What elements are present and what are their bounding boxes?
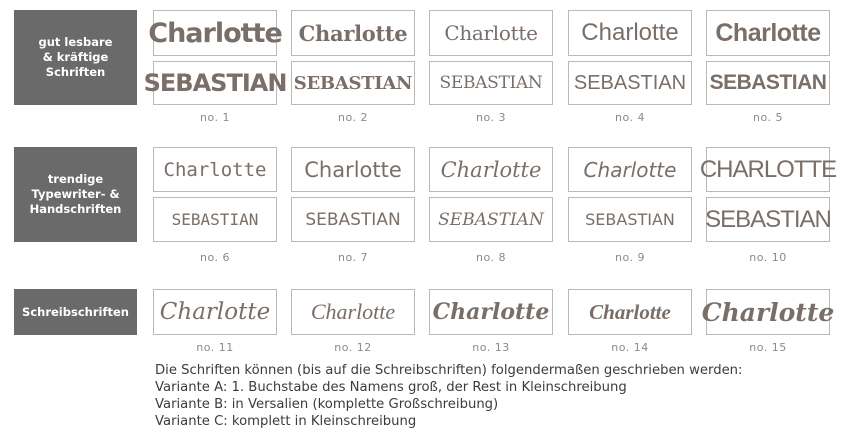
font-sample-lower-10: SEBASTIAN	[706, 197, 830, 242]
font-sample-upper-9: Charlotte	[568, 147, 692, 192]
category-line: gut lesbare	[38, 35, 113, 49]
description-line: Variante C: komplett in Kleinschreibung	[155, 414, 417, 429]
font-sample-upper-12: Charlotte	[291, 289, 415, 335]
font-number-13: no. 13	[472, 341, 510, 354]
category-line: trendige	[47, 172, 104, 186]
font-sample-lower-4: SEBASTIAN	[568, 61, 692, 105]
font-number-8: no. 8	[476, 251, 506, 264]
description-line: Die Schriften können (bis auf die Schreibschriften) folgendermaßen geschrieben werden:	[155, 363, 743, 378]
font-sample-lower-7: SEBASTIAN	[291, 197, 415, 242]
font-sample-upper-15: Charlotte	[706, 289, 830, 335]
category-line: & kräftige	[42, 50, 109, 64]
font-number-9: no. 9	[615, 251, 645, 264]
font-sample-lower-1: SEBASTIAN	[153, 61, 277, 105]
font-number-4: no. 4	[615, 111, 645, 124]
font-sample-upper-10: CHARLOTTE	[706, 147, 830, 192]
font-sample-upper-8: Charlotte	[429, 147, 553, 192]
font-sample-upper-6: Charlotte	[153, 147, 277, 192]
font-sample-upper-3: Charlotte	[429, 10, 553, 56]
description-line: Variante B: in Versalien (komplette Großschreibung)	[155, 397, 499, 412]
category-line: Handschriften	[29, 202, 122, 216]
font-sample-lower-5: SEBASTIAN	[706, 61, 830, 105]
font-sample-upper-13: Charlotte	[429, 289, 553, 335]
font-sample-upper-7: Charlotte	[291, 147, 415, 192]
font-sample-upper-1: Charlotte	[153, 10, 277, 56]
category-line: Schreibschriften	[22, 304, 129, 319]
font-number-10: no. 10	[749, 251, 787, 264]
font-sample-upper-11: Charlotte	[153, 289, 277, 335]
font-sample-upper-5: Charlotte	[706, 10, 830, 56]
category-label-bold-fonts	[14, 10, 137, 105]
category-label-script-fonts	[14, 289, 137, 335]
font-sample-lower-9: SEBASTIAN	[568, 197, 692, 242]
variant-description	[155, 362, 835, 430]
description-line: Variante A: 1. Buchstabe des Namens groß, der Rest in Kleinschreibung	[155, 380, 627, 395]
font-number-6: no. 6	[200, 251, 230, 264]
font-sample-lower-6: SEBASTIAN	[153, 197, 277, 242]
font-number-3: no. 3	[476, 111, 506, 124]
category-line: Schriften	[45, 65, 106, 79]
category-line: Typewriter- &	[31, 187, 120, 201]
font-number-11: no. 11	[196, 341, 234, 354]
font-number-12: no. 12	[334, 341, 372, 354]
font-sample-lower-8: SEBASTIAN	[429, 197, 553, 242]
category-label-typewriter-fonts	[14, 147, 137, 242]
font-sample-lower-2: SEBASTIAN	[291, 61, 415, 105]
font-number-7: no. 7	[338, 251, 368, 264]
font-sample-lower-3: SEBASTIAN	[429, 61, 553, 105]
font-number-2: no. 2	[338, 111, 368, 124]
font-number-1: no. 1	[200, 111, 230, 124]
font-sample-upper-14: Charlotte	[568, 289, 692, 335]
font-sample-upper-4: Charlotte	[568, 10, 692, 56]
font-sample-upper-2: Charlotte	[291, 10, 415, 56]
font-number-14: no. 14	[611, 341, 649, 354]
font-number-15: no. 15	[749, 341, 787, 354]
font-number-5: no. 5	[753, 111, 783, 124]
